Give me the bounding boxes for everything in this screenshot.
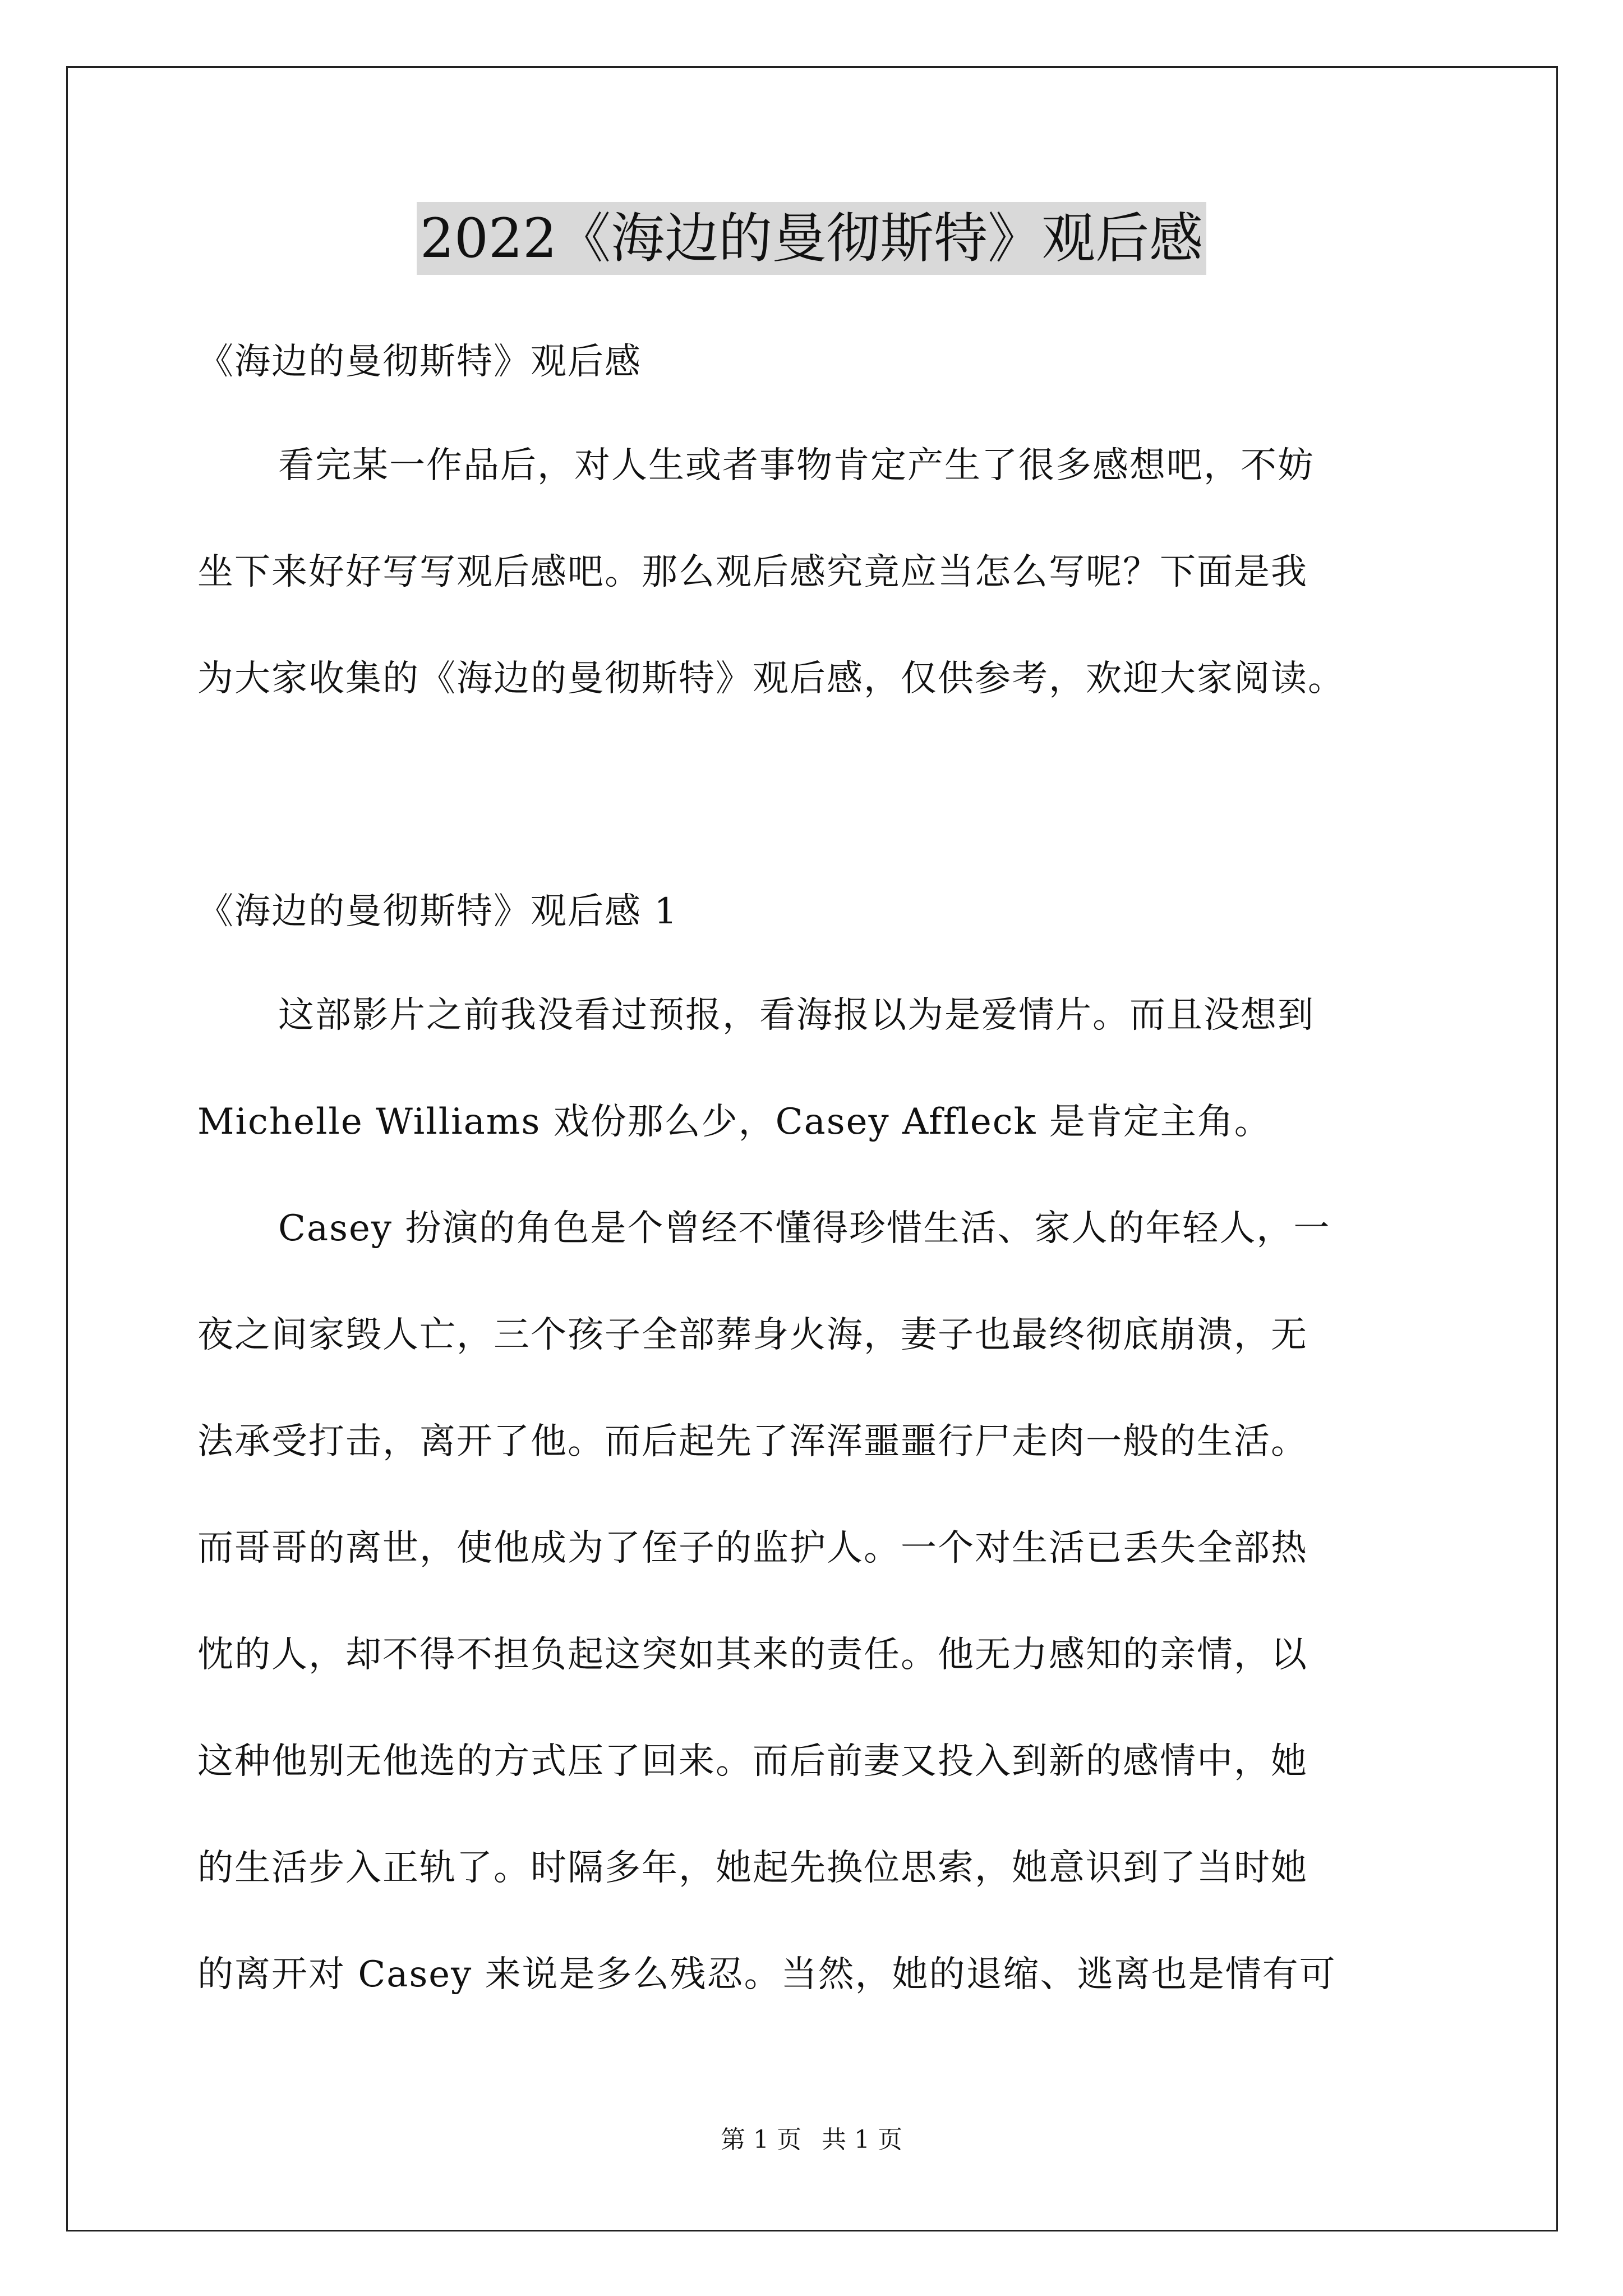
paragraph-2 (197, 1175, 1459, 2028)
section-heading: 《海边的曼彻斯特》观后感 1 (197, 891, 679, 932)
title-wrap (0, 202, 1623, 275)
paragraph-line: 忱的人，却不得不担负起这突如其来的责任。他无力感知的亲情，以 (197, 1634, 1308, 1676)
section-heading-block (197, 858, 1459, 965)
paragraph-line: 看完某一作品后，对人生或者事物肯定产生了很多感想吧，不妨 (278, 445, 1315, 486)
paragraph-line: 为大家收集的《海边的曼彻斯特》观后感，仅供参考，欢迎大家阅读。 (197, 658, 1345, 700)
page-footer (0, 2123, 1623, 2157)
paragraph-line: 的离开对 Casey 来说是多么残忍。当然，她的退缩、逃离也是情有可 (197, 1954, 1336, 1995)
paragraph-line: 的生活步入正轨了。时隔多年，她起先换位思索，她意识到了当时她 (197, 1847, 1308, 1889)
paragraph-line: 而哥哥的离世，使他成为了侄子的监护人。一个对生活已丢失全部热 (197, 1527, 1308, 1569)
paragraph-1 (197, 962, 1459, 1175)
document-title: 2022《海边的曼彻斯特》观后感 (417, 202, 1206, 275)
intro-paragraph (197, 412, 1459, 732)
document-subtitle: 《海边的曼彻斯特》观后感 (197, 341, 642, 383)
paragraph-line: 夜之间家毁人亡，三个孩子全部葬身火海，妻子也最终彻底崩溃，无 (197, 1314, 1308, 1356)
paragraph-line: 这种他别无他选的方式压了回来。而后前妻又投入到新的感情中，她 (197, 1741, 1308, 1782)
page-number-current: 第 1 页 (721, 2125, 801, 2154)
paragraph-line: Casey 扮演的角色是个曾经不懂得珍惜生活、家人的年轻人，一 (278, 1208, 1331, 1249)
paragraph-line: 坐下来好好写写观后感吧。那么观后感究竟应当怎么写呢？下面是我 (197, 551, 1308, 593)
paragraph-line: Michelle Williams 戏份那么少，Casey Affleck 是肯定主角。 (197, 1101, 1271, 1143)
paragraph-line: 法承受打击，离开了他。而后起先了浑浑噩噩行尸走肉一般的生活。 (197, 1421, 1308, 1462)
paragraph-line: 这部影片之前我没看过预报，看海报以为是爱情片。而且没想到 (278, 995, 1315, 1036)
subtitle-block (197, 309, 1459, 415)
page-number-total: 共 1 页 (822, 2125, 902, 2154)
